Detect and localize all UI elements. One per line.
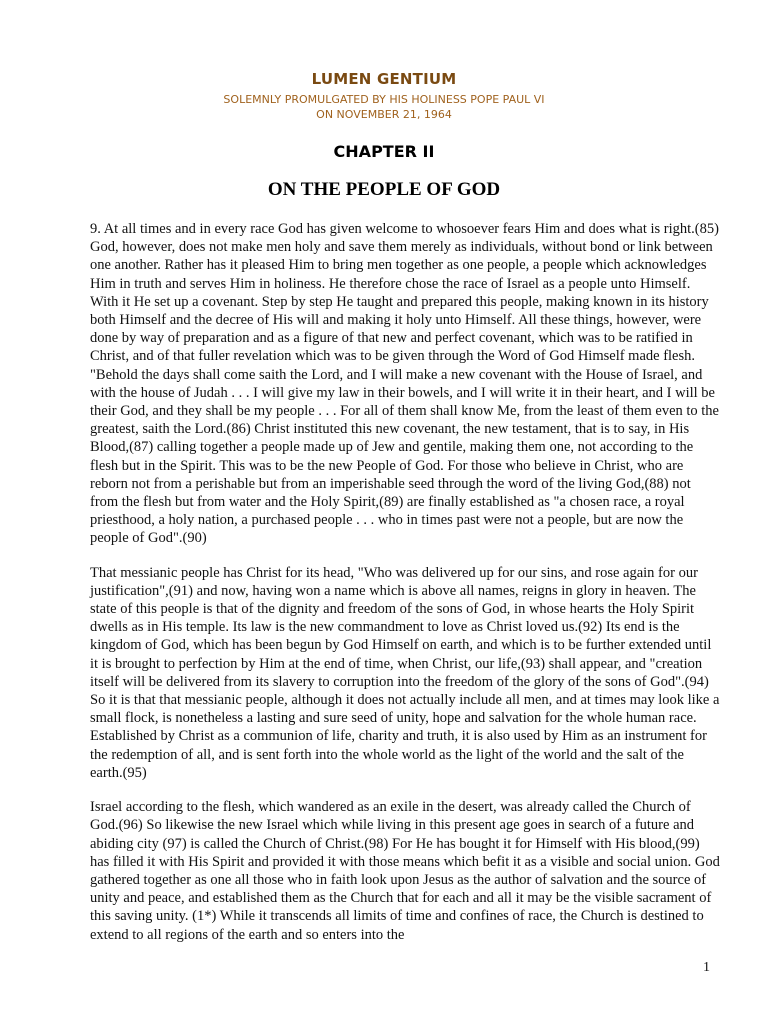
promulgation-date: ON NOVEMBER 21, 1964 bbox=[316, 108, 452, 121]
page-number: 1 bbox=[703, 960, 710, 975]
promulgation-line: SOLEMNLY PROMULGATED BY HIS HOLINESS POPE PAUL VI bbox=[223, 93, 545, 106]
chapter-title: ON THE PEOPLE OF GOD bbox=[267, 179, 501, 200]
promulgation-note bbox=[0, 92, 768, 122]
paragraph: Israel according to the flesh, which wandered as an exile in the desert, was already called the Church of God.(96) So likewise the new Israel which while living in this present age goes in search of a future and abiding city (97) is called the Church of Christ.(98) For He has bought it for Himself with His blood,(99) has filled it with His Spirit and provided it with those means which befit it as a visible and social union. God gathered together as one all those who in faith look upon Jesus as the author of salvation and the source of unity and peace, and established them as the Church that for each and all it may be the visible sacrament of this saving unity. (1*) While it transcends all limits of time and confines of race, the Church is destined to extend to all regions of the earth and so enters into the bbox=[90, 799, 720, 943]
body-text bbox=[90, 220, 720, 960]
document-title: LUMEN GENTIUM bbox=[311, 70, 457, 88]
chapter-label: CHAPTER II bbox=[333, 142, 435, 161]
paragraph: That messianic people has Christ for its head, "Who was delivered up for our sins, and rose again for our justification",(91) and now, having won a name which is above all names, reigns in glory in heaven. The state of this people is that of the dignity and freedom of the sons of God, in whose hearts the Holy Spirit dwells as in His temple. Its law is the new commandment to love as Christ loved us.(92) Its end is the kingdom of God, which has been begun by God Himself on earth, and which is to be further extended until it is brought to perfection by Him at the end of time, when Christ, our life,(93) shall appear, and "creation itself will be delivered from its slavery to corruption into the freedom of the glory of the sons of God".(94) So it is that that messianic people, although it does not actually include all men, and at times may look like a small flock, is nonetheless a lasting and sure seed of unity, hope and salvation for the whole human race. Established by Christ as a communion of life, charity and truth, it is also used by Him as an instrument for the redemption of all, and is sent forth into the whole world as the light of the world and the salt of the earth.(95) bbox=[90, 564, 720, 781]
paragraph: 9. At all times and in every race God has given welcome to whosoever fears Him and does what is right.(85) God, however, does not make men holy and save them merely as individuals, without bond or link between one another. Rather has it pleased Him to bring men together as one people, a people which acknowledges Him in truth and serves Him in holiness. He therefore chose the race of Israel as a people unto Himself. With it He set up a covenant. Step by step He taught and prepared this people, making known in its history both Himself and the decree of His will and making it holy unto Himself. All these things, however, were done by way of preparation and as a figure of that new and perfect covenant, which was to be ratified in Christ, and of that fuller revelation which was to be given through the Word of God Himself made flesh. "Behold the days shall come saith the Lord, and I will make a new covenant with the House of Israel, and with the house of Judah . . . I will give my law in their bowels, and I will write it in their heart, and I will be their God, and they shall be my people . . . For all of them shall know Me, from the least of them even to the greatest, saith the Lord.(86) Christ instituted this new covenant, the new testament, that is to say, in His Blood,(87) calling together a people made up of Jew and gentile, making them one, not according to the flesh but in the Spirit. This was to be the new People of God. For those who believe in Christ, who are reborn not from a perishable but from an imperishable seed through the word of the living God,(88) not from the flesh but from water and the Holy Spirit,(89) are finally established as "a chosen race, a royal priesthood, a holy nation, a purchased people . . . who in times past were not a people, but are now the people of God".(90) bbox=[90, 221, 719, 547]
